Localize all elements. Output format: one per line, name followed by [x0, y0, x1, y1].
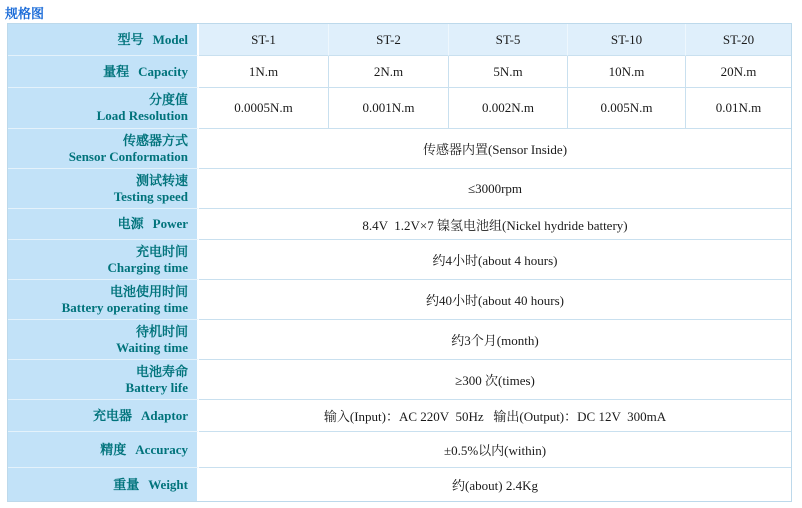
- merged-value-cell: 输入(Input)：AC 220V 50Hz 输出(Output)：DC 12V 300mA: [199, 400, 791, 432]
- row-label-zh: 电池使用时间: [109, 283, 188, 299]
- row-label-en: Adaptor: [141, 407, 188, 423]
- value-cell: 5N.m: [449, 56, 568, 88]
- model-cell: ST-1: [199, 24, 329, 56]
- row-label-en: Capacity: [138, 63, 188, 79]
- value-cell: 0.002N.m: [449, 88, 568, 129]
- row-label-zh: 电源: [117, 216, 144, 231]
- row-label-zh: 重量: [113, 476, 140, 492]
- spec-row: [8, 280, 791, 320]
- row-label: [8, 360, 199, 400]
- value-cell: 2N.m: [329, 56, 449, 88]
- row-label: [8, 320, 199, 360]
- row-label: [8, 129, 199, 169]
- spec-row: [8, 209, 791, 240]
- row-label-en: Battery life: [125, 379, 188, 395]
- spec-row: [8, 24, 791, 56]
- spec-row: [8, 320, 791, 360]
- model-cell: ST-20: [686, 24, 791, 56]
- spec-row: [8, 129, 791, 169]
- merged-value-cell: 约4小时(about 4 hours): [199, 240, 791, 280]
- row-label-zh: 量程: [103, 63, 130, 79]
- row-label-zh: 型号: [117, 31, 144, 47]
- value-cell: 0.005N.m: [568, 88, 686, 129]
- row-label-zh: 电池寿命: [135, 363, 188, 379]
- row-label-zh: 精度: [100, 441, 127, 457]
- merged-value-cell: 约(about) 2.4Kg: [199, 468, 791, 501]
- spec-row: [8, 240, 791, 280]
- value-cell: 0.0005N.m: [199, 88, 329, 129]
- model-cell: ST-2: [329, 24, 449, 56]
- row-label: [8, 468, 199, 501]
- row-label: [8, 56, 199, 88]
- row-label: [8, 400, 199, 432]
- model-cell: ST-5: [449, 24, 568, 56]
- row-label: [8, 240, 199, 280]
- merged-value-cell: ±0.5%以内(within): [199, 432, 791, 468]
- row-label-zh: 分度值: [148, 92, 188, 107]
- page-title: 规格图: [5, 6, 45, 21]
- row-label-en: Battery operating time: [61, 299, 188, 315]
- row-label-en: Testing speed: [113, 188, 188, 204]
- row-label: [8, 24, 199, 56]
- value-cell: 0.001N.m: [329, 88, 449, 129]
- spec-table: [7, 23, 792, 502]
- row-label-en: Waiting time: [116, 339, 188, 355]
- row-label-en: Charging time: [107, 259, 188, 275]
- value-cell: 10N.m: [568, 56, 686, 88]
- merged-value-cell: ≥300 次(times): [199, 360, 791, 400]
- spec-row: [8, 169, 791, 209]
- merged-value-cell: 约3个月(month): [199, 320, 791, 360]
- model-cell: ST-10: [568, 24, 686, 56]
- row-label-zh: 充电时间: [135, 243, 188, 259]
- row-label-zh: 待机时间: [135, 323, 188, 339]
- merged-value-cell: 传感器内置(Sensor Inside): [199, 129, 791, 169]
- spec-table-body: [8, 24, 791, 501]
- spec-row: [8, 88, 791, 129]
- value-cell: 1N.m: [199, 56, 329, 88]
- spec-row: [8, 360, 791, 400]
- row-label: [8, 280, 199, 320]
- row-label-en: Load Resolution: [96, 108, 188, 123]
- row-label: [8, 169, 199, 209]
- row-label-en: Accuracy: [135, 441, 188, 457]
- merged-value-cell: ≤3000rpm: [199, 169, 791, 209]
- row-label: [8, 88, 199, 129]
- merged-value-cell: 8.4V 1.2V×7 镍氢电池组(Nickel hydride battery): [199, 209, 791, 240]
- row-label: [8, 432, 199, 468]
- row-label-en: Power: [152, 216, 188, 231]
- spec-row: [8, 400, 791, 432]
- row-label-en: Weight: [148, 476, 188, 492]
- row-label-zh: 测试转速: [135, 172, 188, 188]
- spec-row: [8, 468, 791, 501]
- row-label: [8, 209, 199, 240]
- row-label-zh: 传感器方式: [122, 132, 188, 148]
- value-cell: 0.01N.m: [686, 88, 791, 129]
- spec-row: [8, 432, 791, 468]
- merged-value-cell: 约40小时(about 40 hours): [199, 280, 791, 320]
- row-label-zh: 充电器: [93, 407, 133, 423]
- row-label-en: Model: [152, 31, 188, 47]
- value-cell: 20N.m: [686, 56, 791, 88]
- spec-row: [8, 56, 791, 88]
- row-label-en: Sensor Conformation: [68, 148, 188, 164]
